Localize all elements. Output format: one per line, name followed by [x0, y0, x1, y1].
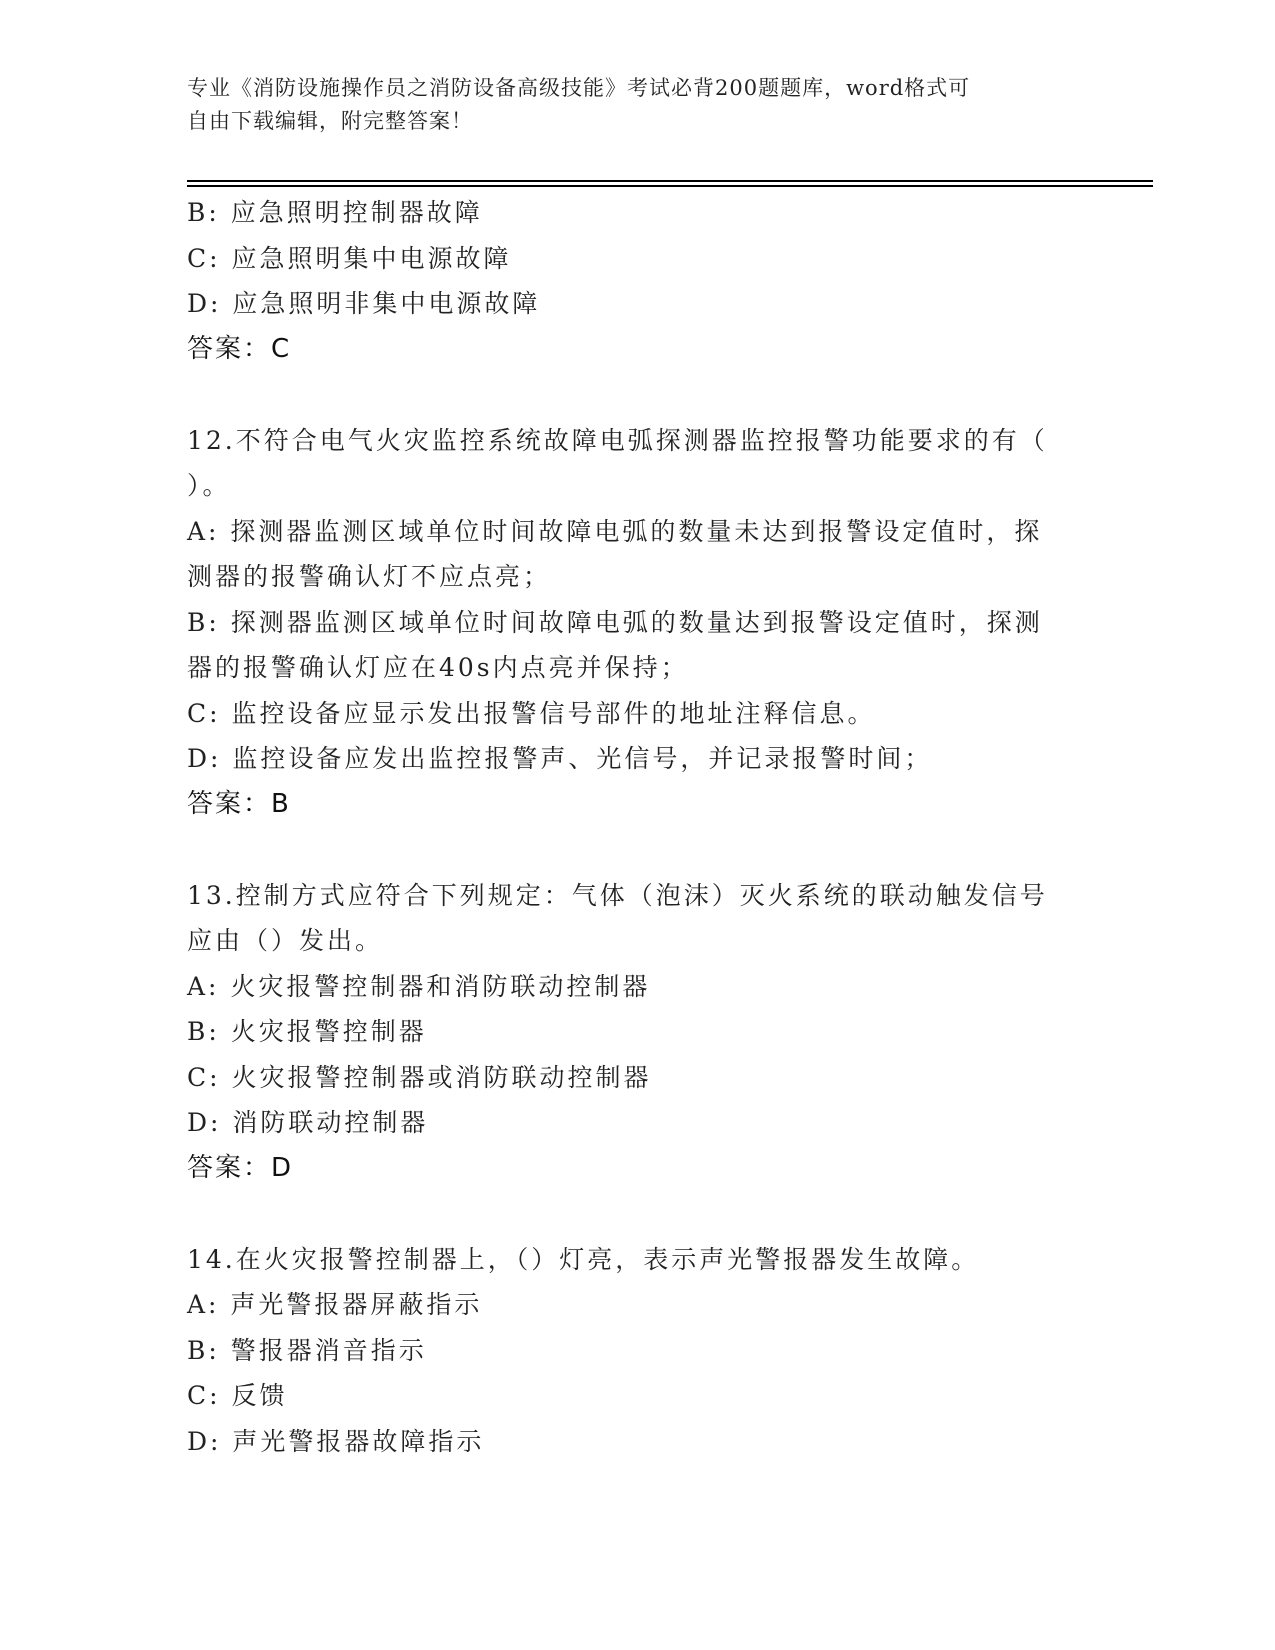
option-c: C: 应急照明集中电源故障 — [187, 243, 512, 273]
question-12 — [187, 418, 1087, 828]
document-header — [187, 72, 1067, 138]
header-divider-top — [187, 180, 1153, 182]
option-d: D: 消防联动控制器 — [187, 1108, 429, 1137]
option-c: C: 监控设备应显示发出报警信号部件的地址注释信息。 — [187, 698, 876, 728]
option-d: D: 声光警报器故障指示 — [187, 1426, 485, 1456]
answer: 答案：B — [187, 788, 291, 819]
spacer — [187, 1191, 1087, 1237]
option-a: A: 火灾报警控制器和消防联动控制器 — [187, 971, 651, 1001]
answer: 答案：D — [187, 1152, 294, 1183]
question-13 — [187, 873, 1087, 1192]
question-stem-line-1: 12.不符合电气火灾监控系统故障电弧探测器监控报警功能要求的有（ — [187, 425, 1048, 455]
option-b-line-1: B: 探测器监测区域单位时间故障电弧的数量达到报警设定值时，探测 — [187, 607, 1043, 637]
question-content — [187, 190, 1087, 1464]
question-stem-line-2: 应由（）发出。 — [187, 926, 384, 955]
spacer — [187, 827, 1087, 873]
question-14 — [187, 1237, 1087, 1465]
question-11-continued — [187, 190, 1087, 372]
answer: 答案：C — [187, 333, 292, 364]
option-d: D: 监控设备应发出监控报警声、光信号，并记录报警时间； — [187, 744, 933, 773]
option-c: C: 火灾报警控制器或消防联动控制器 — [187, 1062, 652, 1092]
option-a-line-1: A: 探测器监测区域单位时间故障电弧的数量未达到报警设定值时，探 — [187, 516, 1043, 546]
option-c: C: 反馈 — [187, 1381, 288, 1410]
header-title-line-2: 自由下载编辑，附完整答案！ — [187, 109, 473, 133]
option-d: D: 应急照明非集中电源故障 — [187, 289, 541, 318]
spacer — [187, 372, 1087, 418]
option-b-line-2: 器的报警确认灯应在40s内点亮并保持； — [187, 653, 689, 682]
question-stem-line-1: 13.控制方式应符合下列规定：气体（泡沫）灭火系统的联动触发信号 — [187, 880, 1048, 910]
option-a: A: 声光警报器屏蔽指示 — [187, 1290, 483, 1319]
question-stem: 14.在火灾报警控制器上，（）灯亮，表示声光警报器发生故障。 — [187, 1244, 980, 1274]
header-divider-bottom — [187, 185, 1153, 187]
option-b: B: 火灾报警控制器 — [187, 1017, 427, 1046]
question-stem-line-2: ）。 — [187, 471, 231, 500]
header-title-line-1: 专业《消防设施操作员之消防设备高级技能》考试必背200题题库，word格式可 — [187, 76, 971, 100]
option-b: B: 警报器消音指示 — [187, 1335, 427, 1365]
option-a-line-2: 测器的报警确认灯不应点亮； — [187, 562, 552, 591]
option-b: B: 应急照明控制器故障 — [187, 198, 483, 227]
